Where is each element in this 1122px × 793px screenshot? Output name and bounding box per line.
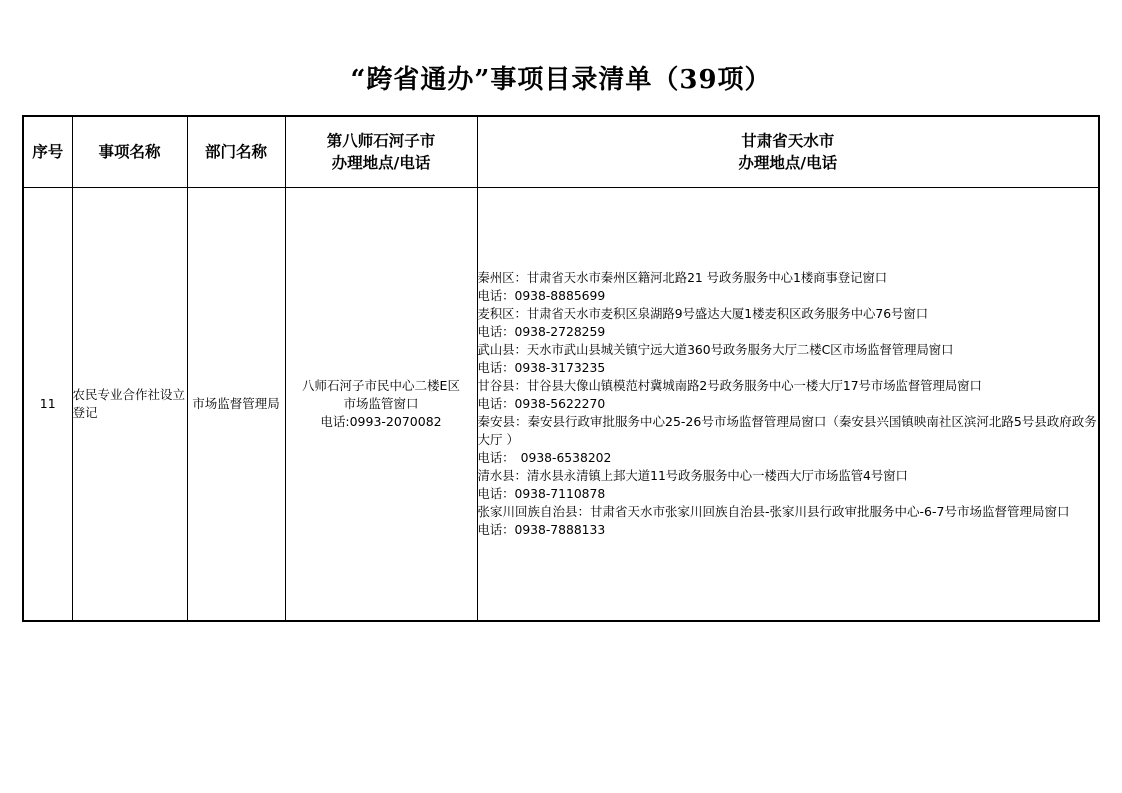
qingshui-address: 清水县：清水县永清镇上邽大道11号政务服务中心一楼西大厅市场监管4号窗口 (477, 469, 908, 483)
header-no: 序号 (23, 116, 72, 188)
header-tianshui-place: 办理地点/电话 (738, 154, 838, 172)
header-tianshui-city: 甘肃省天水市 (741, 132, 835, 150)
header-bingtuan (285, 116, 477, 188)
row-tianshui-locations (477, 188, 1099, 622)
row-department: 市场监督管理局 (187, 188, 285, 622)
table-row (23, 188, 1099, 622)
header-department: 部门名称 (187, 116, 285, 188)
bingtuan-place-line1: 八师石河子市民中心二楼E区 (302, 378, 460, 393)
header-bingtuan-city: 第八师石河子市 (326, 132, 436, 150)
header-tianshui (477, 116, 1099, 188)
wushan-address: 武山县：天水市武山县城关镇宁远大道360号政务服务大厅二楼C区市场监督管理局窗口 (477, 343, 954, 357)
table-header-row (23, 116, 1099, 188)
page-title: “跨省通办”事项目录清单（39项） (350, 65, 772, 95)
qinan-address: 秦安县：秦安县行政审批服务中心25-26号市场监督管理局窗口（秦安县兴国镇映南社区滨河北路5号县政府政务大厅 ） (477, 414, 1097, 447)
row-item-name: 农民专业合作社设立登记 (72, 188, 187, 622)
zhangjiachuan-phone: 电话：0938-7888133 (477, 523, 606, 537)
row-bingtuan-location (285, 188, 477, 622)
qinzhou-address: 秦州区：甘肃省天水市秦州区籍河北路21 号政务服务中心1楼商事登记窗口 (477, 271, 888, 285)
gangu-phone: 电话：0938-5622270 (477, 397, 606, 411)
qingshui-phone: 电话：0938-7110878 (477, 487, 606, 501)
qinzhou-phone: 电话：0938-8885699 (477, 289, 606, 303)
catalog-table (22, 115, 1100, 622)
header-bingtuan-place: 办理地点/电话 (331, 154, 431, 172)
qinan-phone: 电话： 0938-6538202 (477, 451, 612, 465)
maiji-address: 麦积区：甘肃省天水市麦积区泉湖路9号盛达大厦1楼麦积区政务服务中心76号窗口 (477, 307, 929, 321)
bingtuan-phone: 电话:0993-2070082 (320, 414, 442, 429)
gangu-address: 甘谷县：甘谷县大像山镇模范村冀城南路2号政务服务中心一楼大厅17号市场监督管理局窗口 (477, 379, 982, 393)
row-no: 11 (23, 188, 72, 622)
bingtuan-place-line2: 市场监管窗口 (343, 396, 419, 411)
maiji-phone: 电话：0938-2728259 (477, 325, 606, 339)
wushan-phone: 电话：0938-3173235 (477, 361, 606, 375)
header-item-name: 事项名称 (72, 116, 187, 188)
zhangjiachuan-address: 张家川回族自治县：甘肃省天水市张家川回族自治县-张家川县行政审批服务中心-6-7号市场监督管理局窗口 (477, 504, 1070, 519)
